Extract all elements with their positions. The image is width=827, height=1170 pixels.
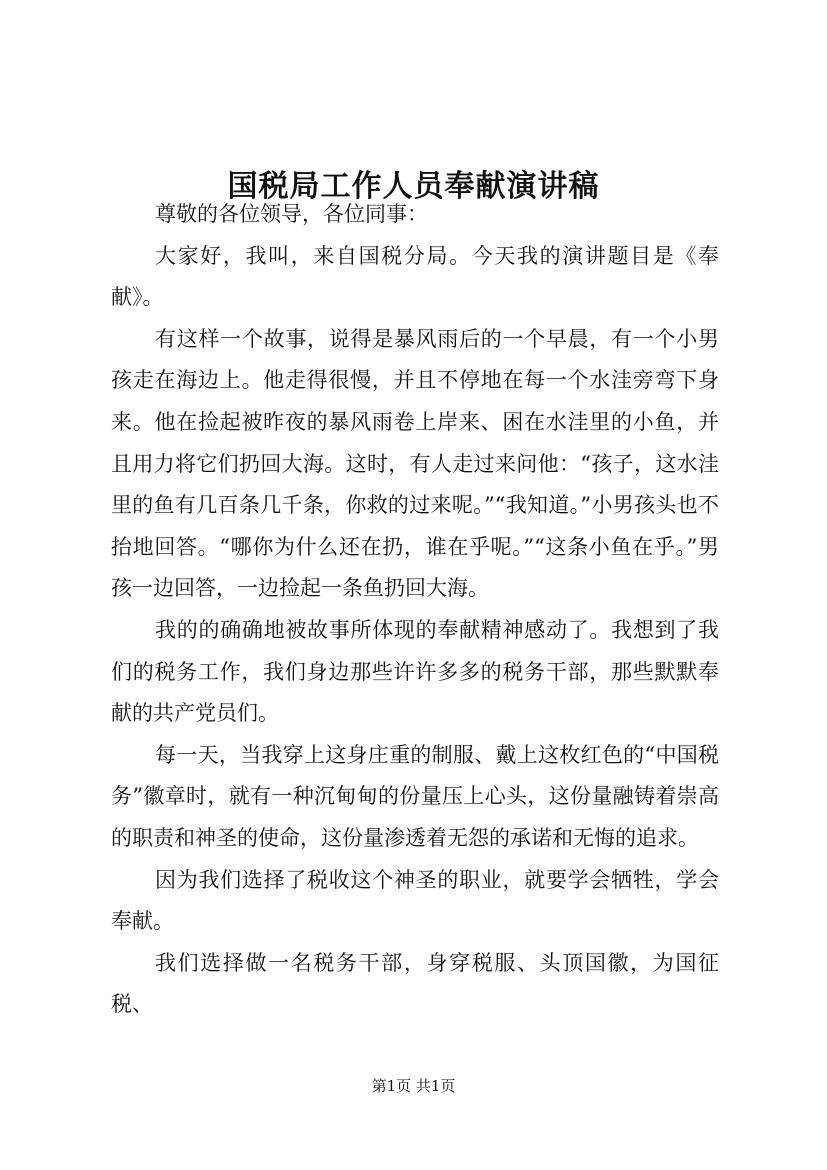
page-footer: 第1页 共1页 bbox=[371, 1077, 456, 1095]
paragraph-sacrifice: 因为我们选择了税收这个神圣的职业，就要学会牺牲，学会奉献。 bbox=[111, 867, 719, 934]
paragraph-story: 有这样一个故事，说得是暴风雨后的一个早晨，有一个小男孩走在海边上。他走得很慢，并且不停地在每一个水洼旁弯下身来。他在捡起被昨夜的暴风雨卷上岸来、困在水洼里的小鱼，并且用力将它们扔回大海。这时，有人走过来问他：“孩子，这水洼里的鱼有几百条几千条，你救的过来呢。”“我知道。”小男孩头也不抬地回答。“哪你为什么还在扔，谁在乎呢。”“这条小鱼在乎。”男孩一边回答，一边捡起一条鱼扔回大海。 bbox=[111, 326, 719, 601]
document-title: 国税局工作人员奉献演讲稿 bbox=[227, 169, 600, 205]
paragraph-salutation: 尊敬的各位领导，各位同事： bbox=[155, 202, 428, 226]
paragraph-continuation: 我们选择做一名税务干部，身穿税服、头顶国徽，为国征税、 bbox=[111, 950, 719, 1017]
paragraph-uniform: 每一天，当我穿上这身庄重的制服、戴上这枚红色的“中国税务”徽章时，就有一种沉甸甸的份量压上心头，这份量融铸着崇高的职责和神圣的使命，这份量渗透着无怨的承诺和无悔的追求。 bbox=[111, 742, 719, 850]
paragraph-reflection: 我的的确确地被故事所体现的奉献精神感动了。我想到了我们的税务工作，我们身边那些许许多多的税务干部，那些默默奉献的共产党员们。 bbox=[111, 617, 719, 726]
document-body bbox=[111, 194, 719, 1026]
paragraph-introduction: 大家好，我叫，来自国税分局。今天我的演讲题目是《奉献》。 bbox=[111, 243, 719, 310]
